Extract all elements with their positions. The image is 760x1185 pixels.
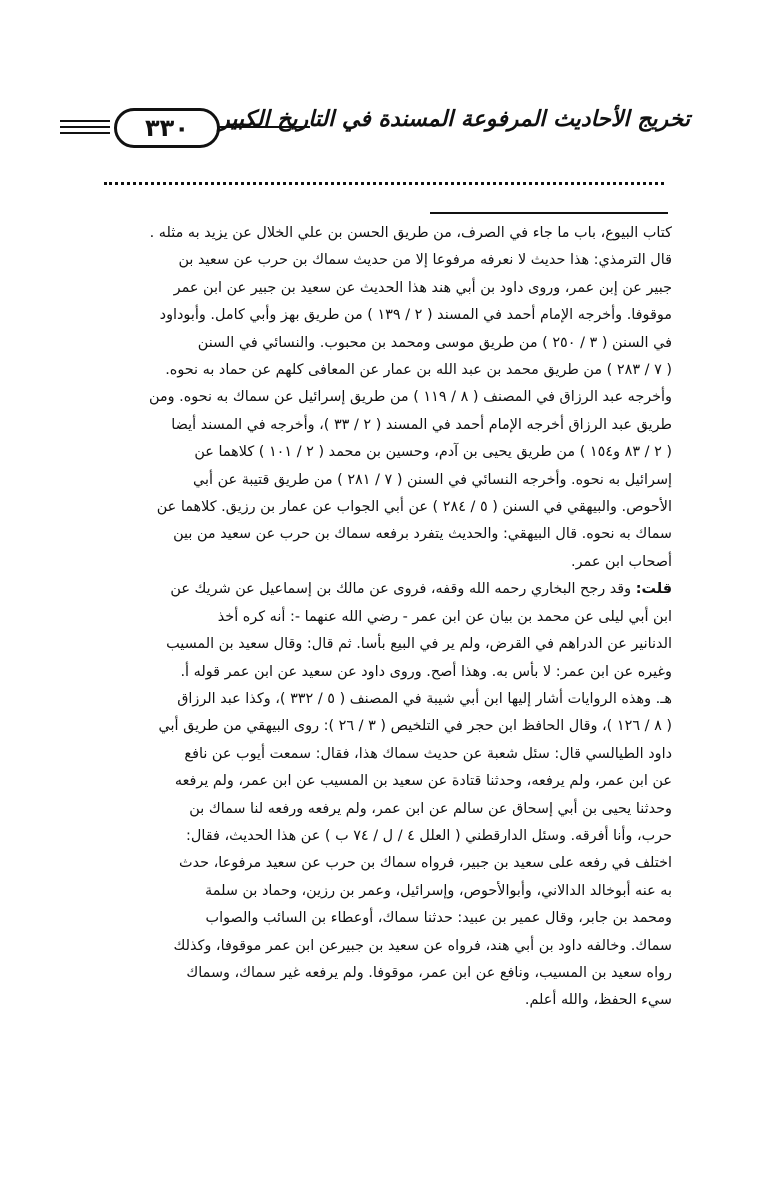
text-line: طريق عبد الرزاق أخرجه الإمام أحمد في المسند ( ٢ / ٣٣ )، وأخرجه في المسند أيضا	[171, 416, 672, 433]
text-line: سيء الحفظ، والله أعلم.	[524, 992, 672, 1009]
text-line: به عنه أبوخالد الدالاني، وأبوالأحوص، وإسرائيل، وعمر بن رزين، وحماد بن سلمة	[205, 882, 672, 899]
text-line-with-label	[72, 576, 672, 603]
text-line: موقوفا. وأخرجه الإمام أحمد في المسند ( ٢ / ١٣٩ ) من طريق بهز وأبي كامل. وأبوداود	[159, 307, 672, 324]
footnote-rule	[430, 212, 668, 214]
text-line: كتاب البيوع، باب ما جاء في الصرف، من طريق الحسن بن علي الخلال عن يزيد به مثله .	[149, 225, 672, 241]
text-line: ( ٧ / ٢٨٣ ) من طريق محمد بن عبد الله بن عمار عن المعافى كلهم عن حماد به نحوه.	[165, 362, 672, 379]
dotted-separator	[104, 182, 664, 185]
text-line: سماك. وخالفه داود بن أبي هند، فرواه عن سعيد بن جبيرعن ابن عمر موقوفا، وكذلك	[173, 937, 672, 954]
text-line: الدنانير عن الدراهم في القرض، ولم ير في البيع بأسا. ثم قال: وقال سعيد بن المسيب	[166, 636, 672, 653]
text-line: أصحاب ابن عمر.	[571, 553, 672, 570]
text-line: إسرائيل به نحوه. وأخرجه النسائي في السنن ( ٧ / ٢٨١ ) من طريق قتيبة عن أبي	[193, 471, 672, 488]
page-title: تخريج الأحاديث المرفوعة المسندة في التاريخ الكبير	[219, 106, 690, 132]
page-number-frame	[114, 108, 220, 148]
page-header	[60, 100, 690, 150]
text-line: حرب، وأنا أفرقه. وسئل الدارقطني ( العلل ٤ / ل / ٧٤ ب ) عن هذا الحديث، فقال:	[186, 827, 672, 844]
text-line: داود الطيالسي قال: سئل شعبة عن حديث سماك هذا، فقال: سمعت أيوب عن نافع	[184, 745, 672, 762]
text-line: ومحمد بن جابر، وقال عمير بن عبيد: حدثنا سماك، أوعطاء بن السائب والصواب	[205, 910, 672, 927]
text-line: وحدثنا يحيى بن أبي إسحاق عن سالم عن ابن عمر، ولم يرفعه ورفعه لنا سماك بن	[189, 800, 672, 817]
text-line: هـ. وهذه الروايات أشار إليها ابن أبي شيبة في المصنف ( ٥ / ٣٣٢ )، وكذا عبد الرزاق	[177, 690, 672, 707]
text-line-content: وقد رجح البخاري رحمه الله وقفه، فروى عن مالك بن إسماعيل عن شريك عن	[170, 581, 632, 598]
header-rule-top	[60, 120, 110, 122]
header-rule-bottom	[60, 132, 110, 134]
text-line: عن ابن عمر، ولم يرفعه، وحدثنا قتادة عن سعيد بن المسيب عن ابن عمر، ولم يرفعه	[174, 773, 672, 790]
text-line: قال الترمذي: هذا حديث لا نعرفه مرفوعا إلا من حديث سماك بن حرب عن سعيد بن	[178, 252, 672, 269]
text-line: في السنن ( ٣ / ٢٥٠ ) من طريق موسى ومحمد بن محبوب. والنسائي في السنن	[197, 334, 672, 351]
text-line: اختلف في رفعه على سعيد بن جبير، فرواه سماك بن حرب عن سعيد مرفوعا، حدث	[179, 855, 672, 872]
note-label: قلت:	[635, 581, 672, 598]
text-line: جبير عن إبن عمر، وروى داود بن أبي هند هذا الحديث عن سعيد بن جبير عن ابن عمر	[173, 279, 672, 296]
header-rule-mid	[60, 126, 110, 128]
text-line: ابن أبي ليلى عن محمد بن بيان عن ابن عمر - رضي الله عنهما -: أنه كره أخذ	[217, 608, 672, 625]
page-number: ٣٣٠	[145, 114, 189, 142]
footnote-text	[72, 220, 672, 1015]
text-line: رواه سعيد بن المسيب، ونافع عن ابن عمر، موقوفا. ولم يرفعه غير سماك، وسماك	[186, 964, 672, 981]
text-line: وأخرجه عبد الرزاق في المصنف ( ٨ / ١١٩ ) من طريق إسرائيل عن سماك به نحوه. ومن	[148, 389, 672, 406]
text-line: ( ٢ / ٨٣ و١٥٤ ) من طريق يحيى بن آدم، وحسين بن محمد ( ٢ / ١٠١ ) كلاهما عن	[194, 444, 672, 461]
text-line: ( ٨ / ١٢٦ )، وقال الحافظ ابن حجر في التلخيص ( ٣ / ٢٦ ): روى البيهقي من طريق أبي	[158, 718, 672, 735]
text-line: سماك به نحوه. قال البيهقي: والحديث يتفرد برفعه سماك بن حرب عن سعيد من بين	[173, 526, 672, 543]
text-line: وغيره عن ابن عمر: لا بأس به. وهذا أصح. وروى داود عن سعيد عن ابن عمر قوله أ.	[180, 663, 672, 680]
text-line: الأحوص. والبيهقي في السنن ( ٥ / ٢٨٤ ) عن أبي الجواب عن عمار بن رزيق. كلاهما عن	[156, 499, 672, 516]
